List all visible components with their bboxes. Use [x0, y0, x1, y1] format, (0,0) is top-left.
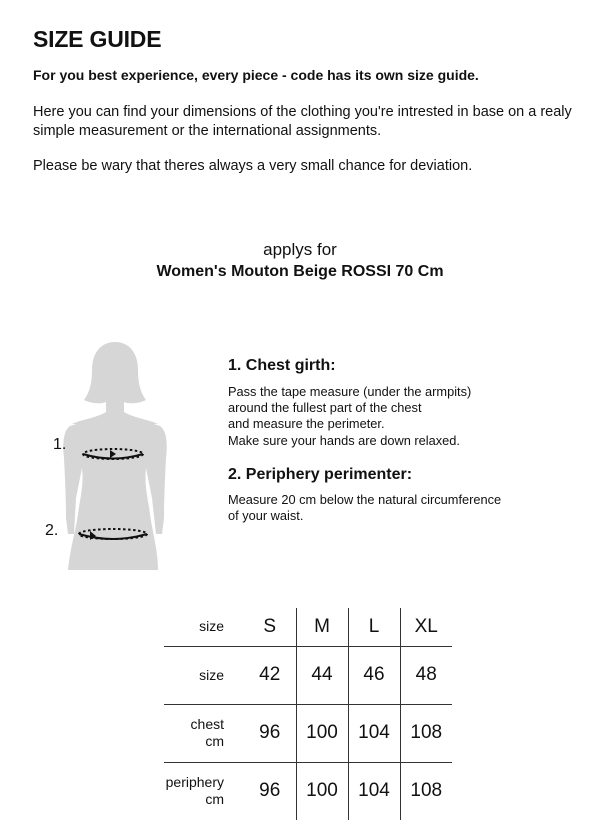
table-cell: 104: [348, 704, 400, 762]
page-title: SIZE GUIDE: [33, 26, 162, 52]
table-cell: 108: [400, 704, 452, 762]
table-cell: 96: [244, 704, 296, 762]
size-header-cell: M: [296, 608, 348, 646]
periphery-perimeter-title: 2. Periphery perimenter:: [228, 466, 413, 483]
lead-text: For you best experience, every piece - code has its own size guide.: [33, 67, 479, 83]
head-shape: [72, 342, 158, 424]
header-label: size: [199, 618, 224, 635]
table-cell: 100: [296, 762, 348, 820]
instruction-line: of your waist.: [228, 508, 304, 524]
intro-paragraph: Here you can find your dimensions of the clothing you're intrested in base on a realy simple measurement or the international assignments.: [33, 104, 572, 139]
table-cell: 108: [400, 762, 452, 820]
instruction-line: around the fullest part of the chest: [228, 400, 422, 416]
table-cell: 46: [348, 646, 400, 704]
size-header-cell: S: [263, 615, 277, 637]
torso-shape: [63, 418, 167, 570]
table-row: [164, 704, 452, 762]
table-cell: 104: [348, 762, 400, 820]
instruction-line: Make sure your hands are down relaxed.: [228, 432, 460, 448]
instruction-line: Measure 20 cm below the natural circumference: [228, 492, 502, 507]
size-header-cell: L: [348, 608, 400, 646]
table-cell: 96: [244, 762, 296, 820]
row-label: periphery cm: [164, 762, 244, 820]
instruction-line: Pass the tape measure (under the armpits): [228, 384, 472, 399]
chest-marker-label: 1.: [53, 436, 67, 453]
periphery-marker-label: 2.: [45, 522, 59, 539]
size-table: [164, 608, 452, 820]
body-silhouette-illustration: [40, 338, 190, 578]
instruction-line: and measure the perimeter.: [228, 416, 385, 432]
row-label: chest cm: [164, 704, 244, 762]
deviation-note: Please be wary that theres always a very small chance for deviation.: [33, 158, 473, 174]
table-cell: 48: [400, 646, 452, 704]
table-row: [164, 646, 452, 704]
size-table-header-row: [164, 608, 452, 646]
periphery-perimeter-instructions: [228, 492, 568, 524]
table-cell: 44: [296, 646, 348, 704]
chest-girth-title: 1. Chest girth:: [228, 357, 336, 374]
table-cell: 100: [296, 704, 348, 762]
table-row: [164, 762, 452, 820]
row-label: size: [164, 646, 244, 704]
chest-girth-instructions: [228, 384, 568, 449]
table-cell: 42: [244, 646, 296, 704]
product-name: Women's Mouton Beige ROSSI 70 Cm: [156, 263, 444, 280]
size-header-cell: XL: [400, 608, 452, 646]
applies-label: applys for: [263, 240, 337, 259]
